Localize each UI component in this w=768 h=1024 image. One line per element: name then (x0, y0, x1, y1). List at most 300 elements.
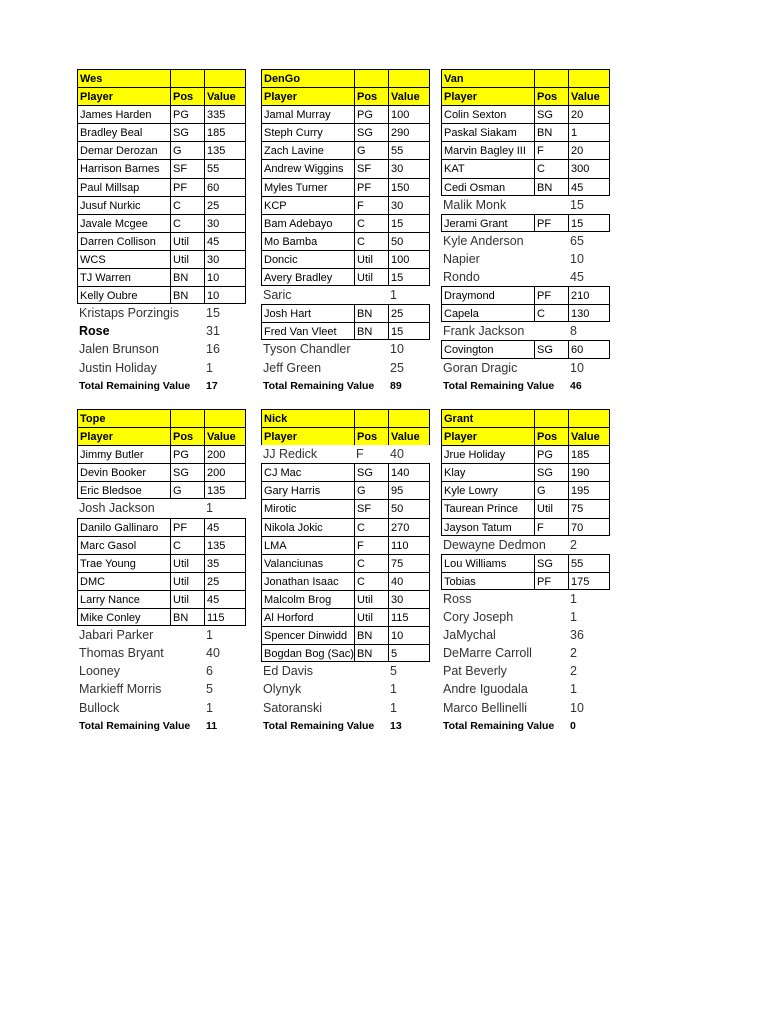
player-pos: C (354, 572, 388, 590)
player-value: 290 (388, 123, 430, 141)
player-name: Colin Sexton (441, 105, 534, 123)
player-value: 135 (204, 141, 246, 159)
player-pos (354, 286, 388, 304)
player-row (441, 178, 629, 196)
player-pos: C (170, 196, 204, 214)
empty-cell (170, 409, 204, 427)
player-header: Player (77, 427, 170, 445)
player-value: 210 (568, 286, 610, 304)
player-value: 1 (206, 501, 213, 516)
player-pos: Util (170, 232, 204, 250)
player-pos: SF (354, 159, 388, 177)
player-value: 65 (570, 233, 584, 248)
player-value: 55 (568, 554, 610, 572)
player-pos (354, 340, 388, 358)
player-row (77, 536, 265, 554)
player-value: 300 (568, 159, 610, 177)
player-header: Player (441, 87, 534, 105)
player-pos: PG (170, 105, 204, 123)
player-value: 1 (206, 628, 213, 643)
player-pos: G (534, 481, 568, 499)
player-pos: Util (534, 499, 568, 517)
player-value: 30 (388, 159, 430, 177)
total-value: 13 (390, 719, 402, 732)
player-value: 10 (570, 700, 584, 715)
player-name: Pat Beverly (443, 664, 507, 679)
player-name: Saric (263, 288, 292, 303)
player-row (441, 680, 629, 698)
player-name: Dewayne Dedmon (443, 537, 546, 552)
player-pos (354, 699, 388, 717)
player-name: Ed Davis (263, 664, 314, 679)
player-row (77, 178, 265, 196)
player-pos: C (354, 214, 388, 232)
player-value: 115 (388, 608, 430, 626)
player-value: 150 (388, 178, 430, 196)
player-pos (534, 232, 568, 250)
empty-cell (204, 409, 246, 427)
player-row (441, 214, 629, 232)
player-value: 55 (204, 159, 246, 177)
player-pos (534, 250, 568, 268)
player-value: 5 (206, 682, 213, 697)
player-name: Olynyk (263, 682, 302, 697)
player-name: Demar Derozan (77, 141, 170, 159)
player-row (261, 196, 449, 214)
player-name: Klay (441, 463, 534, 481)
player-name: Jeff Green (263, 360, 322, 375)
player-value: 130 (568, 304, 610, 322)
player-row (261, 626, 449, 644)
player-pos: Util (354, 608, 388, 626)
player-pos (170, 340, 204, 358)
pos-header: Pos (354, 87, 388, 105)
player-name: Cory Joseph (443, 610, 514, 625)
player-row (441, 518, 629, 536)
player-row (441, 463, 629, 481)
player-row (77, 680, 265, 698)
value-header: Value (388, 427, 430, 445)
player-value: 10 (390, 342, 404, 357)
player-row (261, 214, 449, 232)
player-row (441, 644, 629, 662)
player-row (261, 644, 449, 662)
player-row (441, 304, 629, 322)
player-value: 25 (388, 304, 430, 322)
player-row (77, 123, 265, 141)
player-row (77, 554, 265, 572)
player-row (441, 481, 629, 499)
player-value: 16 (206, 342, 220, 357)
player-header: Player (261, 427, 354, 445)
player-row (441, 626, 629, 644)
player-value: 5 (388, 644, 430, 662)
player-pos: C (354, 518, 388, 536)
player-name: Jimmy Butler (77, 445, 170, 463)
player-pos: SF (354, 499, 388, 517)
player-row (261, 518, 449, 536)
total-label: Total Remaining Value (443, 379, 555, 392)
player-name: James Harden (77, 105, 170, 123)
player-pos: F (534, 518, 568, 536)
player-pos: BN (354, 626, 388, 644)
player-value: 100 (388, 105, 430, 123)
player-value: 1 (570, 682, 577, 697)
player-row (441, 590, 629, 608)
player-pos: C (534, 159, 568, 177)
player-row (441, 499, 629, 517)
team-name-row (441, 69, 629, 87)
team-table-nick (261, 409, 449, 735)
player-value: 15 (388, 322, 430, 340)
player-name: Paul Millsap (77, 178, 170, 196)
player-value: 30 (388, 590, 430, 608)
player-row (77, 322, 265, 340)
player-value: 8 (570, 324, 577, 339)
player-pos: G (354, 481, 388, 499)
player-name: Zach Lavine (261, 141, 354, 159)
player-row (441, 340, 629, 358)
empty-cell (354, 69, 388, 87)
player-value: 95 (388, 481, 430, 499)
player-name: Tyson Chandler (263, 342, 351, 357)
player-value: 20 (568, 141, 610, 159)
team-table-van (441, 69, 629, 395)
player-row (261, 481, 449, 499)
player-value: 10 (570, 251, 584, 266)
total-value: 0 (570, 719, 576, 732)
player-name: Draymond (441, 286, 534, 304)
player-pos (534, 590, 568, 608)
player-pos: SF (170, 159, 204, 177)
player-name: Larry Nance (77, 590, 170, 608)
player-name: Bam Adebayo (261, 214, 354, 232)
empty-cell (354, 409, 388, 427)
player-name: Devin Booker (77, 463, 170, 481)
player-name: Jerami Grant (441, 214, 534, 232)
total-value: 17 (206, 379, 218, 392)
player-row (77, 644, 265, 662)
player-pos (534, 699, 568, 717)
player-row (441, 662, 629, 680)
total-label: Total Remaining Value (263, 719, 375, 732)
player-row (261, 463, 449, 481)
player-value: 45 (204, 518, 246, 536)
player-name: Bradley Beal (77, 123, 170, 141)
player-name: WCS (77, 250, 170, 268)
player-row (77, 608, 265, 626)
team-name: Nick (261, 409, 354, 427)
player-pos: C (170, 214, 204, 232)
player-pos (170, 680, 204, 698)
player-name: Kristaps Porzingis (79, 306, 180, 321)
team-name-row (441, 409, 629, 427)
player-name: LMA (261, 536, 354, 554)
player-pos (354, 662, 388, 680)
player-row (441, 123, 629, 141)
player-row (77, 359, 265, 377)
player-name: Covington (441, 340, 534, 358)
player-name: Mirotic (261, 499, 354, 517)
player-pos (534, 196, 568, 214)
player-name: Gary Harris (261, 481, 354, 499)
value-header: Value (204, 87, 246, 105)
player-row (441, 232, 629, 250)
player-name: Jalen Brunson (79, 342, 159, 357)
player-value: 140 (388, 463, 430, 481)
player-row (441, 105, 629, 123)
player-name: Lou Williams (441, 554, 534, 572)
player-row (77, 662, 265, 680)
player-pos: G (170, 141, 204, 159)
player-row (77, 481, 265, 499)
player-value: 25 (390, 360, 404, 375)
team-name: Tope (77, 409, 170, 427)
player-row (77, 214, 265, 232)
player-value: 70 (568, 518, 610, 536)
player-row (261, 572, 449, 590)
player-row (77, 572, 265, 590)
player-pos: C (354, 554, 388, 572)
player-pos: SG (534, 105, 568, 123)
total-row (261, 717, 449, 735)
player-pos (170, 304, 204, 322)
player-name: Jrue Holiday (441, 445, 534, 463)
player-value: 40 (388, 572, 430, 590)
player-value: 1 (390, 682, 397, 697)
player-row (441, 141, 629, 159)
player-pos: PF (170, 518, 204, 536)
player-value: 1 (570, 591, 577, 606)
total-row (261, 377, 449, 395)
player-pos (170, 626, 204, 644)
player-pos: PG (354, 105, 388, 123)
player-row (261, 141, 449, 159)
player-pos: SG (170, 123, 204, 141)
player-name: Kyle Anderson (443, 233, 524, 248)
player-pos: G (170, 481, 204, 499)
player-row (441, 250, 629, 268)
player-row (77, 286, 265, 304)
player-value: 175 (568, 572, 610, 590)
player-pos (170, 662, 204, 680)
player-pos: BN (170, 286, 204, 304)
player-name: Kyle Lowry (441, 481, 534, 499)
value-header: Value (388, 87, 430, 105)
player-row (261, 322, 449, 340)
empty-cell (388, 409, 430, 427)
player-name: Taurean Prince (441, 499, 534, 517)
player-name: Danilo Gallinaro (77, 518, 170, 536)
player-name: Cedi Osman (441, 178, 534, 196)
player-name: DMC (77, 572, 170, 590)
player-row (77, 445, 265, 463)
player-row (261, 359, 449, 377)
player-value: 55 (388, 141, 430, 159)
player-row (441, 322, 629, 340)
player-pos: F (354, 196, 388, 214)
team-table-grant (441, 409, 629, 735)
player-row (261, 499, 449, 517)
player-name: Marco Bellinelli (443, 700, 528, 715)
player-pos (534, 644, 568, 662)
player-pos: PF (534, 572, 568, 590)
total-label: Total Remaining Value (263, 379, 375, 392)
player-row (261, 232, 449, 250)
empty-cell (170, 69, 204, 87)
player-value: 50 (388, 499, 430, 517)
player-value: 75 (568, 499, 610, 517)
player-row (441, 608, 629, 626)
team-name: Van (441, 69, 534, 87)
player-value: 45 (570, 270, 584, 285)
player-value: 10 (388, 626, 430, 644)
player-value: 10 (570, 360, 584, 375)
player-row (77, 268, 265, 286)
player-pos: PF (534, 214, 568, 232)
player-row (441, 699, 629, 717)
total-label: Total Remaining Value (79, 719, 191, 732)
player-row (77, 141, 265, 159)
player-value: 15 (388, 268, 430, 286)
player-value: 35 (204, 554, 246, 572)
player-pos: BN (534, 123, 568, 141)
player-name: Marvin Bagley III (441, 141, 534, 159)
player-value: 1 (206, 360, 213, 375)
player-name: Markieff Morris (79, 682, 162, 697)
player-pos: BN (170, 268, 204, 286)
player-name: Jayson Tatum (441, 518, 534, 536)
player-name: Harrison Barnes (77, 159, 170, 177)
player-row (441, 286, 629, 304)
player-value: 5 (390, 664, 397, 679)
player-pos: BN (354, 304, 388, 322)
player-pos: C (354, 232, 388, 250)
player-name: Mo Bamba (261, 232, 354, 250)
player-row (261, 304, 449, 322)
player-name: Thomas Bryant (79, 646, 164, 661)
empty-cell (388, 69, 430, 87)
player-value: 15 (570, 197, 584, 212)
player-row (261, 662, 449, 680)
total-value: 89 (390, 379, 402, 392)
player-name: DeMarre Carroll (443, 646, 532, 661)
value-header: Value (204, 427, 246, 445)
player-value: 270 (388, 518, 430, 536)
player-value: 1 (206, 700, 213, 715)
player-name: Eric Bledsoe (77, 481, 170, 499)
player-row (261, 268, 449, 286)
player-pos: SG (354, 463, 388, 481)
player-value: 15 (388, 214, 430, 232)
player-pos: PF (534, 286, 568, 304)
total-value: 46 (570, 379, 582, 392)
player-pos (534, 626, 568, 644)
player-value: 185 (204, 123, 246, 141)
player-name: Josh Jackson (79, 501, 155, 516)
player-value: 135 (204, 481, 246, 499)
player-row (261, 445, 449, 463)
player-value: 30 (204, 250, 246, 268)
player-value: 335 (204, 105, 246, 123)
player-pos: SG (534, 463, 568, 481)
player-pos (170, 322, 204, 340)
player-name: Ross (443, 591, 472, 606)
player-row (441, 196, 629, 214)
player-name: Spencer Dinwidd (261, 626, 354, 644)
player-name: Marc Gasol (77, 536, 170, 554)
player-pos (170, 644, 204, 662)
player-name: Valanciunas (261, 554, 354, 572)
player-name: Paskal Siakam (441, 123, 534, 141)
total-row (441, 717, 629, 735)
player-name: Mike Conley (77, 608, 170, 626)
pos-header: Pos (170, 427, 204, 445)
team-name: DenGo (261, 69, 354, 87)
pos-header: Pos (170, 87, 204, 105)
player-pos (354, 359, 388, 377)
player-value: 10 (204, 286, 246, 304)
player-value: 30 (388, 196, 430, 214)
player-name: Malik Monk (443, 197, 507, 212)
player-row (261, 286, 449, 304)
player-row (441, 554, 629, 572)
player-name: Kelly Oubre (77, 286, 170, 304)
player-pos: PF (170, 178, 204, 196)
player-value: 2 (570, 664, 577, 679)
player-value: 20 (568, 105, 610, 123)
player-pos: Util (170, 554, 204, 572)
player-row (77, 250, 265, 268)
empty-cell (534, 409, 568, 427)
player-pos: BN (354, 644, 388, 662)
player-pos: Util (170, 250, 204, 268)
header-row (261, 87, 449, 105)
player-name: Frank Jackson (443, 324, 525, 339)
player-row (441, 159, 629, 177)
player-row (77, 499, 265, 517)
empty-cell (568, 69, 610, 87)
player-row (441, 445, 629, 463)
player-row (77, 159, 265, 177)
player-value: 45 (568, 178, 610, 196)
player-value: 6 (206, 664, 213, 679)
player-name: KCP (261, 196, 354, 214)
header-row (261, 427, 449, 445)
player-name: Jusuf Nurkic (77, 196, 170, 214)
player-pos: PF (354, 178, 388, 196)
player-name: Rondo (443, 270, 480, 285)
player-value: 1 (390, 288, 397, 303)
player-pos (534, 268, 568, 286)
player-value: 2 (570, 537, 577, 552)
player-header: Player (77, 87, 170, 105)
player-value: 60 (204, 178, 246, 196)
player-value: 1 (568, 123, 610, 141)
team-name: Wes (77, 69, 170, 87)
player-row (77, 196, 265, 214)
player-pos (170, 499, 204, 517)
total-row (77, 717, 265, 735)
player-row (261, 250, 449, 268)
header-row (441, 427, 629, 445)
team-table-dengo (261, 69, 449, 395)
player-row (261, 590, 449, 608)
player-row (261, 554, 449, 572)
player-name: Rose (79, 324, 110, 339)
player-value: 40 (206, 646, 220, 661)
team-name-row (77, 69, 265, 87)
